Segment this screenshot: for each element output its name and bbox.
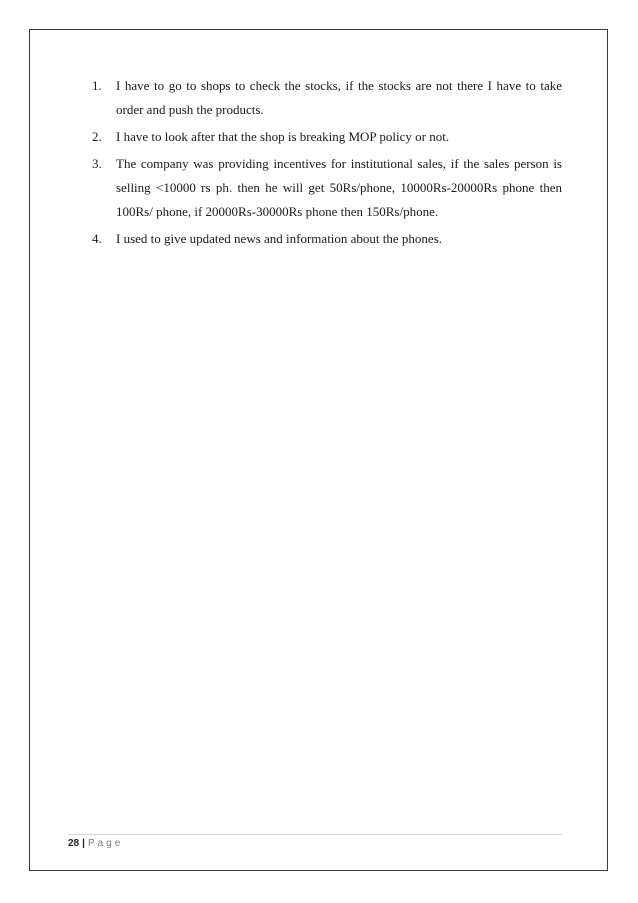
list-item-text: The company was providing incentives for institutional sales, if the sales person is selling <10000 rs ph. then he will get 50Rs/phone, 10000Rs-20000Rs phone then 100Rs/ phone, if 20000Rs-30000Rs phone then 150Rs/phone. (116, 156, 562, 219)
list-item (92, 227, 562, 251)
list-item-text: I have to go to shops to check the stocks, if the stocks are not there I have to take order and push the products. (116, 78, 562, 117)
footer-divider (68, 834, 562, 835)
list-item-number: 1. (92, 78, 102, 93)
list-item-number: 4. (92, 231, 102, 246)
page-label: Page (87, 838, 124, 849)
list-item-text: I have to look after that the shop is breaking MOP policy or not. (116, 129, 450, 144)
list-item (92, 125, 562, 149)
page-number: 28 (68, 838, 80, 849)
list-item-number: 2. (92, 129, 102, 144)
footer-separator: | (82, 838, 85, 849)
list-item (92, 152, 562, 224)
numbered-list (92, 74, 562, 251)
page-footer (68, 838, 123, 849)
list-item-number: 3. (92, 156, 102, 171)
page-content (92, 74, 562, 254)
list-item (92, 74, 562, 122)
list-item-text: I used to give updated news and information about the phones. (116, 231, 443, 246)
